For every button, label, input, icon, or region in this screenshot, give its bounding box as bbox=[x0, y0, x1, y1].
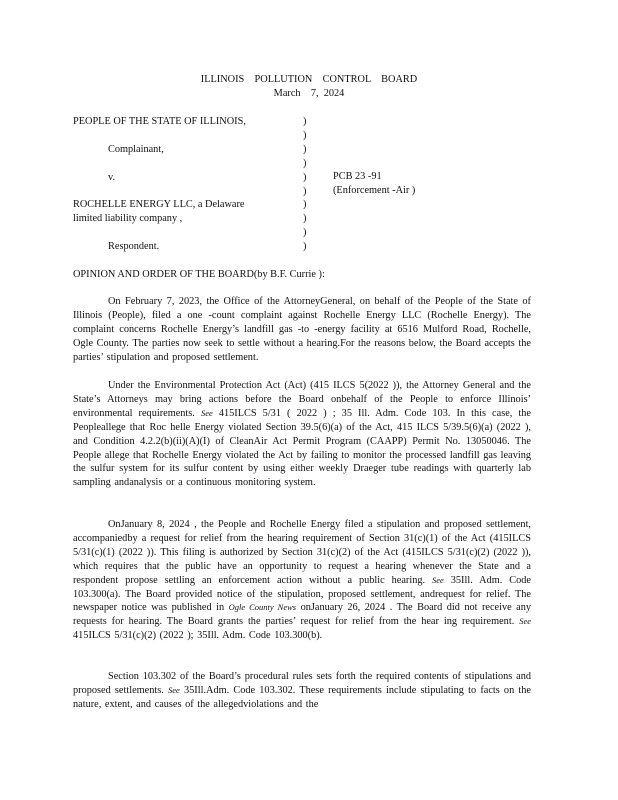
paragraph-text bbox=[73, 518, 531, 643]
see-citation-signal: See bbox=[200, 407, 213, 418]
text-run: Under the Environmental Protection Act (Act) (415 ILCS 5(2022 )), the Attorney General and the State’s Attorneys may bring actions before the Board onbehalf of the People to enforce Illinois’ environmental requirements. bbox=[73, 380, 531, 419]
see-citation-signal: See bbox=[432, 574, 444, 585]
opinion-date: March 7, 2024 bbox=[273, 87, 345, 99]
caption-blank bbox=[73, 157, 298, 171]
paren: ) bbox=[303, 143, 307, 155]
paragraph-4 bbox=[73, 670, 531, 712]
text-run: Section 103.302 of the Board’s procedural rules sets forth the required contents of stipulations and proposed settlements. bbox=[73, 671, 531, 696]
caption-blank bbox=[73, 185, 298, 199]
paragraph-text bbox=[73, 379, 531, 490]
paren: ) bbox=[303, 185, 307, 197]
text-run: 35Ill. Adm. Code 103.300(a). The Board provided notice of the stipulation, proposed settlement, andrequest for relief. The newspaper notice was published in bbox=[73, 574, 531, 614]
paragraph-text bbox=[73, 670, 531, 712]
text-run: 415ILCS 5/31 ( 2022 ) ; 35 Ill. Adm. Code 103. In this case, the Peopleallege that Roc helle Energy violated Section 39.5(6)(a) of the Act, 415 ILCS 5/39.5(6)(a) (2022 ), and Condition 4.2.2(b)(ii)(A)(I) of CleanAir Act Permit Program (CAAPP) Permit No. 13050046. The People allege that Rochelle Energy violated the Act by failing to monitor the processed landfill gas leaving the sulfur system for its sulfur content by using either weekly Draeger tube readings with quarterly lab sampling andanalysis or a continuous monitoring system. bbox=[73, 407, 531, 489]
board-name: ILLINOIS POLLUTION CONTROL BOARD bbox=[200, 74, 418, 85]
paren: ) bbox=[303, 227, 307, 239]
paragraph-2 bbox=[73, 379, 531, 490]
paren: ) bbox=[303, 129, 307, 141]
opinion-heading: OPINION AND ORDER OF THE BOARD(by B.F. Currie ): bbox=[73, 269, 325, 280]
paren: ) bbox=[303, 157, 307, 169]
newspaper-name: Ogle County News bbox=[228, 602, 297, 613]
case-caption bbox=[73, 115, 543, 255]
paren: ) bbox=[303, 241, 307, 253]
paren: ) bbox=[303, 116, 307, 127]
caption-defendant-cont: limited liability company , bbox=[73, 213, 183, 225]
text-run: OnJanuary 8, 2024 , the People and Rochelle Energy filed a stipulation and proposed settlement, accompaniedby a request for relief from the hearing requirement of Section 31(c)(1) of the Act (415ILCS 5/31(c)(1) (2022 )). This filing is authorized by Section 31(c)(2) of the Act (415ILCS 5/31(c)(2) (2022 )), which requires that the public have an opportunity to request a hearing whenever the State and a respondent propose settling an enforcement action without a public hearing. bbox=[73, 519, 531, 586]
case-identifier bbox=[333, 170, 533, 198]
see-citation-signal: See bbox=[168, 684, 180, 695]
caption-complainant-role: Complainant, bbox=[108, 143, 164, 155]
caption-parties bbox=[73, 115, 298, 254]
text-run: 415ILCS 5/31(c)(2) (2022 ); 35Ill. Adm. Code 103.300(b). bbox=[73, 630, 323, 642]
caption-blank bbox=[73, 226, 298, 240]
document-header bbox=[0, 73, 618, 101]
case-type: (Enforcement -Air ) bbox=[333, 184, 416, 196]
caption-respondent-role: Respondent. bbox=[108, 241, 160, 253]
caption-versus: v. bbox=[108, 171, 116, 183]
text-run: 35Ill.Adm. Code 103.302. These requirements include stipulating to facts on the nature, extent, and causes of the allegedviolations and the bbox=[73, 684, 531, 710]
caption-parentheses bbox=[303, 115, 311, 254]
paren: ) bbox=[303, 199, 307, 211]
text-run: onJanuary 26, 2024 . The Board did not receive any requests for hearing. The Board grants the parties’ request for relief from the hear ing requirement. bbox=[73, 602, 531, 628]
caption-defendant: ROCHELLE ENERGY LLC, a Delaware bbox=[73, 199, 245, 211]
paren: ) bbox=[303, 171, 307, 183]
paragraph-1 bbox=[73, 295, 531, 365]
caption-plaintiff: PEOPLE OF THE STATE OF ILLINOIS, bbox=[73, 116, 246, 127]
caption-blank bbox=[73, 129, 298, 143]
case-number: PCB 23 -91 bbox=[333, 171, 382, 182]
paragraph-3 bbox=[73, 518, 531, 643]
paragraph-text: On February 7, 2023, the Office of the AttorneyGeneral, on behalf of the People of the State of Illinois (People), filed a one -count complaint against Rochelle Energy LLC (Rochelle Energy). The complaint concerns Rochelle Energy’s landfill gas -to -energy facility at 6516 Mulford Road, Rochelle, Ogle County. The parties now seek to settle without a hearing.For the reasons below, the Board accepts the parties’ stipulation and proposed settlement. bbox=[73, 296, 531, 363]
see-citation-signal: See bbox=[519, 616, 531, 627]
paren: ) bbox=[303, 213, 307, 225]
